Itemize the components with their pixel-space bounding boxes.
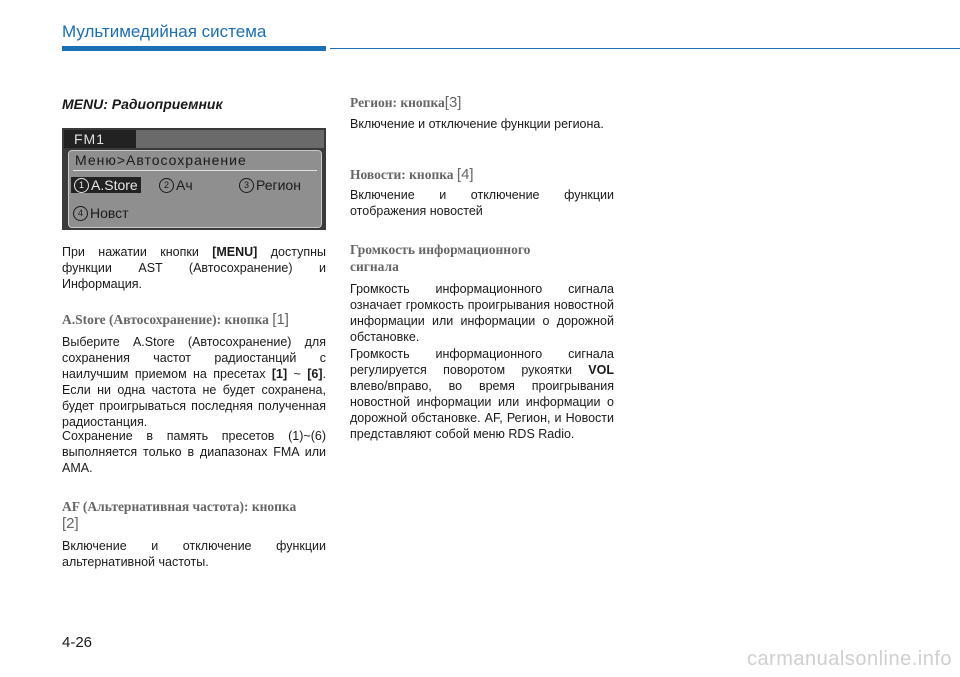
option-label: Новст (90, 205, 129, 221)
news-heading-text: Новости: кнопка (350, 167, 454, 182)
option-region (239, 177, 301, 193)
option-number: 3 (239, 178, 254, 193)
intro-text-b: доступны функции AST (Автосохранение) и Информация. (62, 245, 326, 291)
option-number: 4 (73, 206, 88, 221)
volume-text-b: влево/вправо, во время проигрывания новостной информации или информации о дорожной обстановке. AF, Регион, и Новости представляют собой меню RDS Radio. (350, 379, 614, 441)
astore-paragraph-2: Сохранение в память пресетов (1)~(6) выполняется только в диапазонах FMA или AMA. (62, 429, 326, 475)
volume-paragraph-2 (350, 346, 614, 442)
option-news (73, 205, 129, 221)
preset-key-start: [1] (271, 367, 288, 381)
preset-range-sep: ~ (293, 367, 301, 381)
af-paragraph: Включение и отключение функции альтернативной частоты. (62, 539, 326, 569)
screen-panel (68, 150, 322, 228)
intro-text-a: При нажатии кнопки (62, 245, 199, 259)
radio-screen (62, 128, 326, 230)
astore-heading-text: A.Store (Автосохранение): кнопка (62, 312, 269, 327)
band-label: FM1 (64, 130, 146, 148)
menu-title: MENU: Радиоприемник (62, 96, 223, 112)
volume-paragraph-1: Громкость информационного сигнала означает громкость проигрывания новостной информации или информации о дорожной обстановке. (350, 282, 614, 344)
astore-button-ref: [1] (272, 311, 289, 328)
menu-path: Меню>Автосохранение (75, 152, 247, 168)
astore-heading (62, 311, 326, 328)
watermark: carmanualsonline.info (746, 648, 952, 670)
region-button-ref: [3] (444, 94, 462, 111)
astore-text-a: Выберите A.Store (Автосохранение) для сохранения частот радиостанций с наилучшим приемом на пресетах (62, 335, 326, 381)
option-label: A.Store (91, 177, 138, 193)
af-heading-text: AF (Альтернативная частота): кнопка (62, 499, 297, 514)
volume-text-a: Громкость информационного сигнала регулируется поворотом рукоятки (350, 347, 614, 377)
region-paragraph: Включение и отключение функции региона. (350, 117, 604, 131)
section-title: Мультимедийная система (62, 22, 267, 41)
astore-text-b: . Если ни одна частота не будет сохранена, будет проигрываться последняя полученная радиостанция. (62, 367, 326, 429)
region-heading-text: Регион: кнопка (350, 95, 445, 110)
menu-key: [MENU] (212, 245, 258, 259)
intro-paragraph (62, 244, 326, 292)
region-heading (350, 94, 614, 111)
af-button-ref: [2] (62, 515, 79, 532)
astore-paragraph-1 (62, 334, 326, 430)
screen-divider (73, 170, 317, 171)
option-number: 1 (74, 178, 89, 193)
option-label: Ач (176, 177, 193, 193)
header-rule-thick (62, 46, 326, 51)
vol-key: VOL (588, 363, 614, 377)
news-heading (350, 166, 614, 183)
volume-heading: Громкость информационного сигнала (350, 242, 531, 274)
option-label: Регион (256, 177, 301, 193)
option-astore (71, 177, 141, 193)
screen-tab-bar (136, 130, 324, 148)
news-button-ref: [4] (456, 166, 474, 183)
header-rule-thin (330, 48, 960, 49)
option-af (159, 177, 193, 193)
af-heading (62, 498, 326, 532)
option-number: 2 (159, 178, 174, 193)
preset-key-end: [6] (307, 367, 323, 381)
page-number: 4-26 (62, 634, 93, 651)
news-paragraph: Включение и отключение функции отображения новостей (350, 188, 614, 218)
